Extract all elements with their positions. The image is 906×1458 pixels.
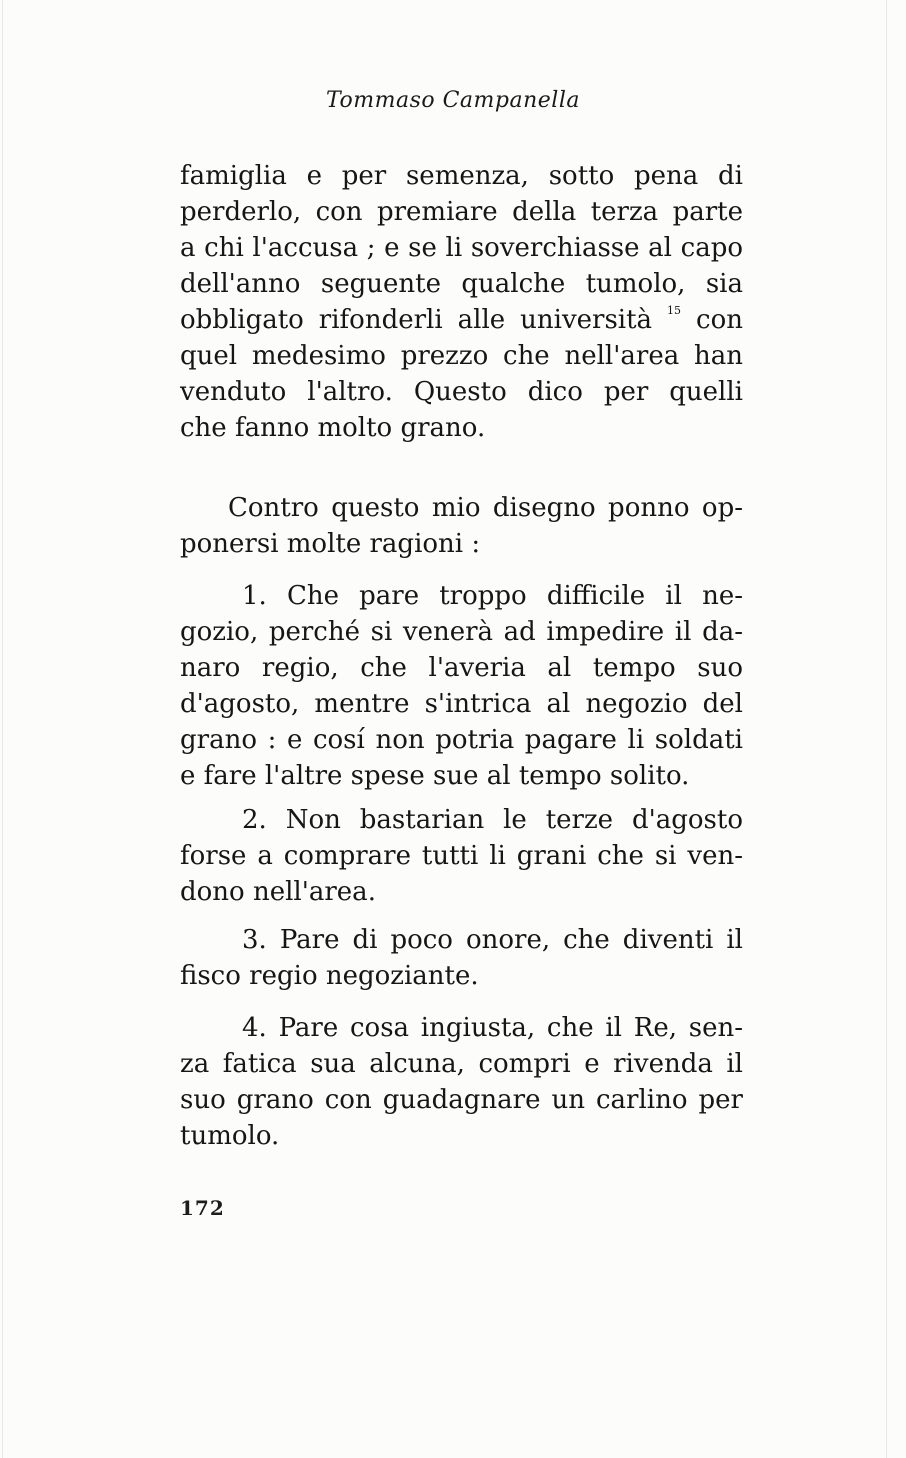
text-line: venduto l'altro. Questo dico per quelli [180,377,743,407]
page-edge [2,0,3,1458]
text-line: 4. Pare cosa ingiusta, che il Re, sen- [242,1013,743,1043]
text-line: 1. Che pare troppo difficile il ne- [242,581,743,611]
text-line: a chi l'accusa ; e se li soverchiasse al capo [180,233,743,263]
footnote-reference: 15 [667,304,682,317]
text-line-with-note [180,302,743,338]
objection-1 [180,578,743,794]
text-line: dono nell'area. [180,877,376,907]
text-line: quel medesimo prezzo che nell'area han [180,341,743,371]
objection-3 [180,922,743,994]
text-line: gozio, perché si venerà ad impedire il da- [180,617,743,647]
running-head: Tommaso Campanella [326,88,580,113]
text-line: ponersi molte ragioni : [180,529,481,559]
text-line: e fare l'altre spese sue al tempo solito. [180,761,690,791]
text-fragment: obbligato rifonderli alle università [180,305,653,335]
text-line: grano : e cosí non potria pagare li soldati [180,725,743,755]
text-line: fisco regio negoziante. [180,961,479,991]
page-number: 172 [180,1196,225,1220]
text-line: tumolo. [180,1121,280,1151]
text-line: Contro questo mio disegno ponno op- [228,493,743,523]
text-line: che fanno molto grano. [180,413,486,443]
text-line: suo grano con guadagnare un carlino per [180,1085,743,1115]
objection-4 [180,1010,743,1154]
text-line: za fatica sua alcuna, compri e rivenda il [180,1049,743,1079]
text-line: naro regio, che l'averia al tempo suo [180,653,743,683]
text-line: dell'anno seguente qualche tumolo, sia [180,269,743,299]
text-line: 3. Pare di poco onore, che diventi il [242,925,743,955]
text-line: d'agosto, mentre s'intrica al negozio del [180,689,743,719]
objection-2 [180,802,743,910]
paragraph-1 [180,158,743,446]
text-fragment: con [696,305,743,335]
text-line: perderlo, con premiare della terza parte [180,197,743,227]
text-line: famiglia e per semenza, sotto pena di [180,161,743,191]
text-line: 2. Non bastarian le terze d'agosto [242,805,743,835]
page-edge [886,0,887,1458]
text-line: forse a comprare tutti li grani che si ven- [180,841,743,871]
paragraph-2 [180,490,743,562]
